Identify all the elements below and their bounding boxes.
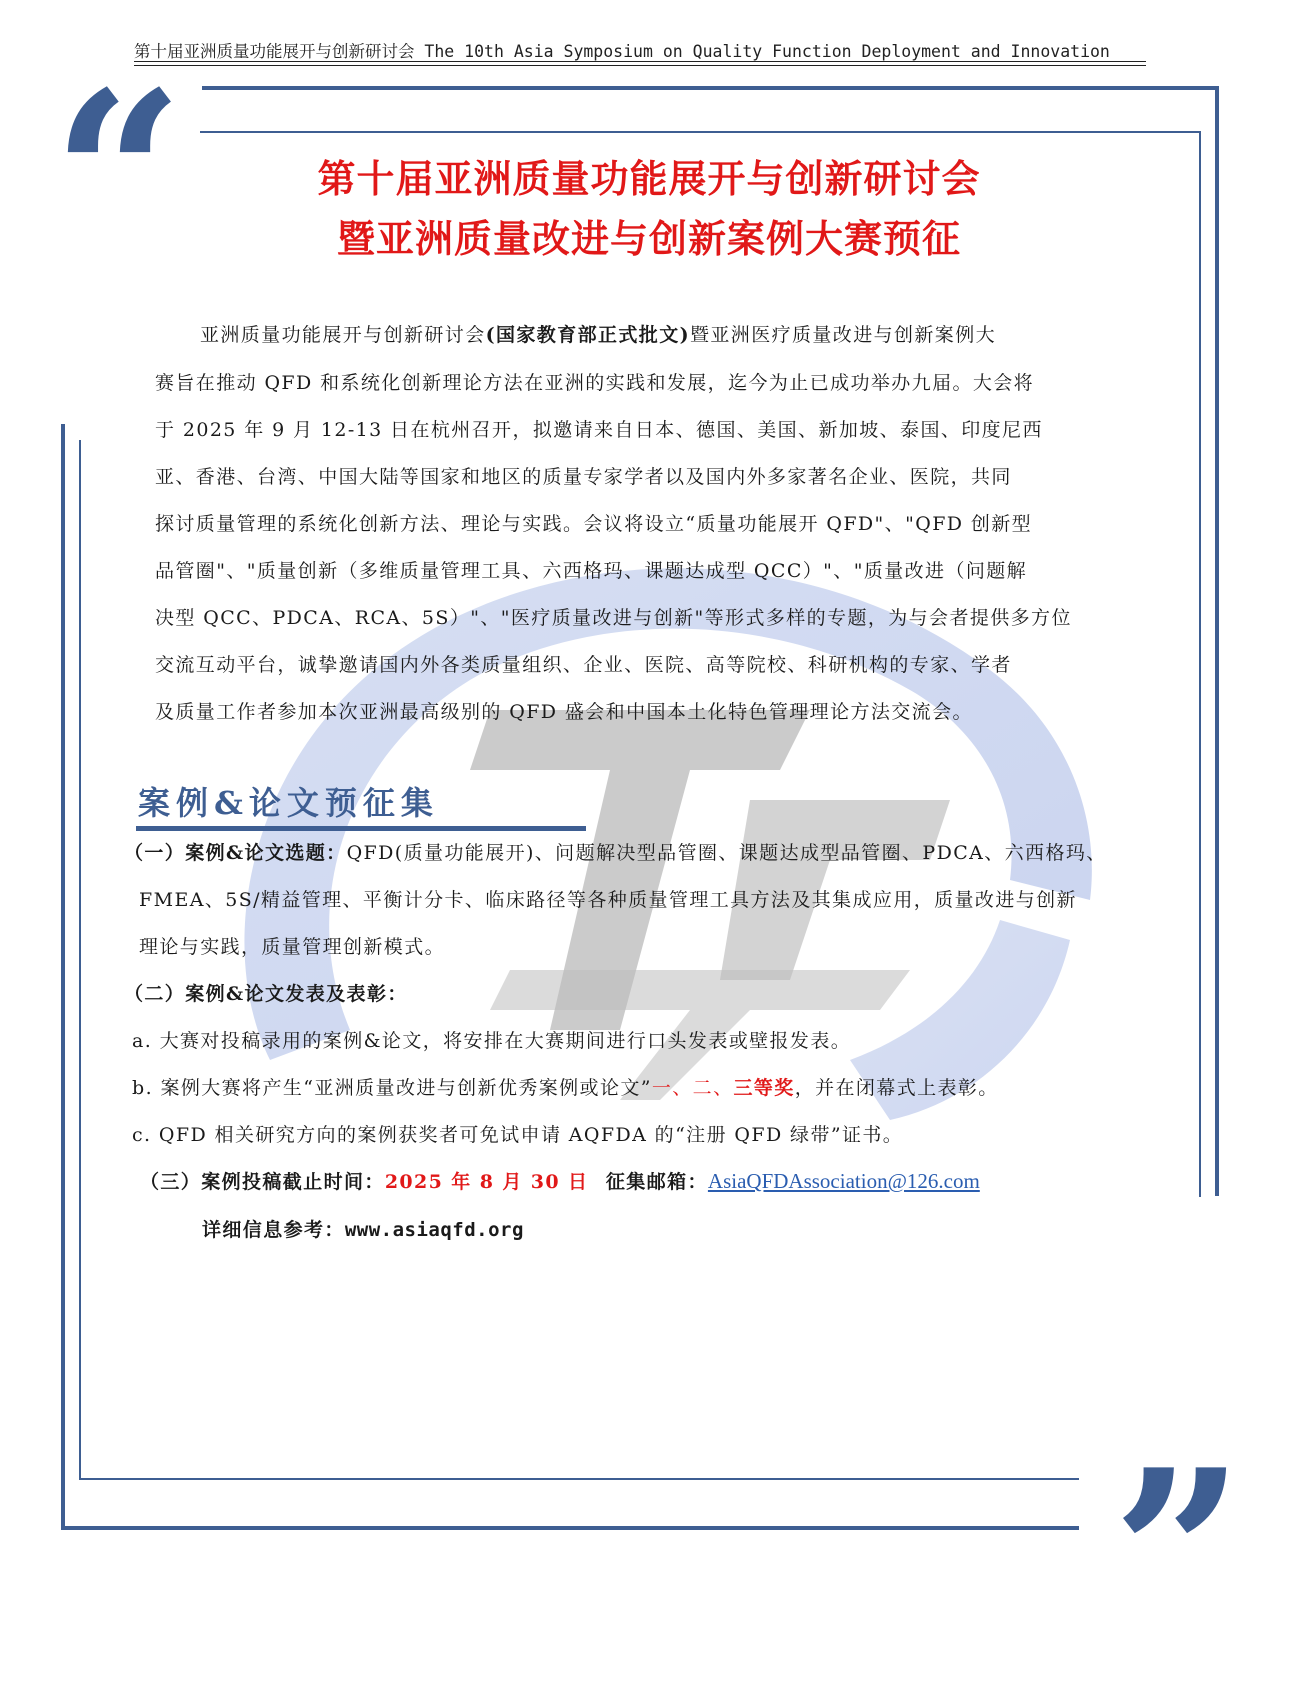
intro-line-6: 品管圈"、"质量创新（多维质量管理工具、六西格玛、课题达成型 QCC）"、"质量改进（问题解 (155, 560, 1028, 582)
item-1-label: （一）案例&论文选题： (124, 842, 347, 864)
item-1-text: QFD(质量功能展开)、问题解决型品管圈、课题达成型品管圈、PDCA、六西格玛、 (346, 842, 1107, 864)
item-1-line-3: 理论与实践，质量管理创新模式。 (139, 936, 446, 958)
section-heading-rule (136, 826, 586, 831)
header-rule (134, 61, 1146, 62)
intro-line-5: 探讨质量管理的系统化创新方法、理论与实践。会议将设立“质量功能展开 QFD"、"QFD 创新型 (155, 513, 1033, 535)
frame-outer-bottom (61, 1526, 1079, 1530)
title-line-2: 暨亚洲质量改进与创新案例大赛预征 (336, 217, 961, 261)
item-1-line-2: FMEA、5S/精益管理、平衡计分卡、临床路径等各种质量管理工具方法及其集成应用，质量改进与创新 (139, 889, 1077, 911)
header-rule-thin (134, 65, 1146, 66)
intro-line-3: 于 2025 年 9 月 12-13 日在杭州召开，拟邀请来自日本、德国、美国、新加坡、泰国、印度尼西 (155, 419, 1043, 441)
intro-line-2: 赛旨在推动 QFD 和系统化创新理论方法在亚洲的实践和发展，迄今为止已成功举办九届。大会将 (155, 372, 1035, 394)
section-heading: 案例&论文预征集 (138, 784, 439, 822)
deadline-date: 2025 年 8 月 30 日 (384, 1171, 589, 1193)
item-1-line-1 (124, 838, 1107, 865)
info-line (202, 1215, 524, 1242)
info-label: 详细信息参考： (202, 1219, 345, 1241)
open-quote-icon: “ (52, 42, 185, 312)
intro-approval: (国家教育部正式批文) (485, 324, 690, 346)
frame-outer-top (202, 86, 1218, 90)
item-3-label: （三）案例投稿截止时间： (140, 1171, 385, 1193)
intro-text: 亚洲质量功能展开与创新研讨会 (200, 324, 486, 346)
info-url[interactable]: www.asiaqfd.org (344, 1219, 524, 1241)
frame-inner-bottom (79, 1478, 1079, 1480)
award-levels: 一、二、 (651, 1077, 734, 1099)
intro-line-7: 决型 QCC、PDCA、RCA、5S）"、"医疗质量改进与创新"等形式多样的专题，为与会者提供多方位 (155, 607, 1072, 629)
item-3-line (140, 1167, 980, 1194)
intro-line-8: 交流互动平台，诚挚邀请国内外各类质量组织、企业、医院、高等院校、科研机构的专家、学者 (155, 654, 1012, 676)
award-prize: 三等奖 (733, 1077, 795, 1099)
item-2-b-tail: ，并在闭幕式上表彰。 (794, 1077, 999, 1099)
item-2-b-text: b. 案例大赛将产生“亚洲质量改进与创新优秀案例或论文” (132, 1077, 652, 1099)
intro-line-4: 亚、香港、台湾、中国大陆等国家和地区的质量专家学者以及国内外多家著名企业、医院，共同 (155, 466, 1012, 488)
intro-line-1 (200, 320, 996, 347)
frame-inner-top (200, 131, 1201, 133)
item-2-a: a. 大赛对投稿录用的案例&论文，将安排在大赛期间进行口头发表或壁报发表。 (132, 1030, 852, 1052)
frame-inner-left (79, 440, 81, 1480)
email-label: 征集邮箱： (605, 1171, 708, 1193)
title-line-1: 第十届亚洲质量功能展开与创新研讨会 (317, 157, 981, 201)
close-quote-icon: ” (1112, 1420, 1245, 1690)
frame-outer-left (61, 424, 65, 1530)
frame-inner-right (1199, 131, 1201, 1197)
intro-text: 暨亚洲医疗质量改进与创新案例大 (690, 324, 997, 346)
item-2-label: （二）案例&论文发表及表彰： (124, 983, 408, 1005)
email-link[interactable]: AsiaQFDAssociation@126.com (707, 1169, 980, 1193)
item-2-c: c. QFD 相关研究方向的案例获奖者可免试申请 AQFDA 的“注册 QFD 绿带”证书。 (132, 1124, 904, 1146)
intro-line-9: 及质量工作者参加本次亚洲最高级别的 QFD 盛会和中国本土化特色管理理论方法交流会。 (155, 701, 973, 723)
running-header: 第十届亚洲质量功能展开与创新研讨会 The 10th Asia Symposium on Quality Function Deployment and Innovation (134, 42, 1110, 61)
item-2-b (132, 1073, 999, 1100)
